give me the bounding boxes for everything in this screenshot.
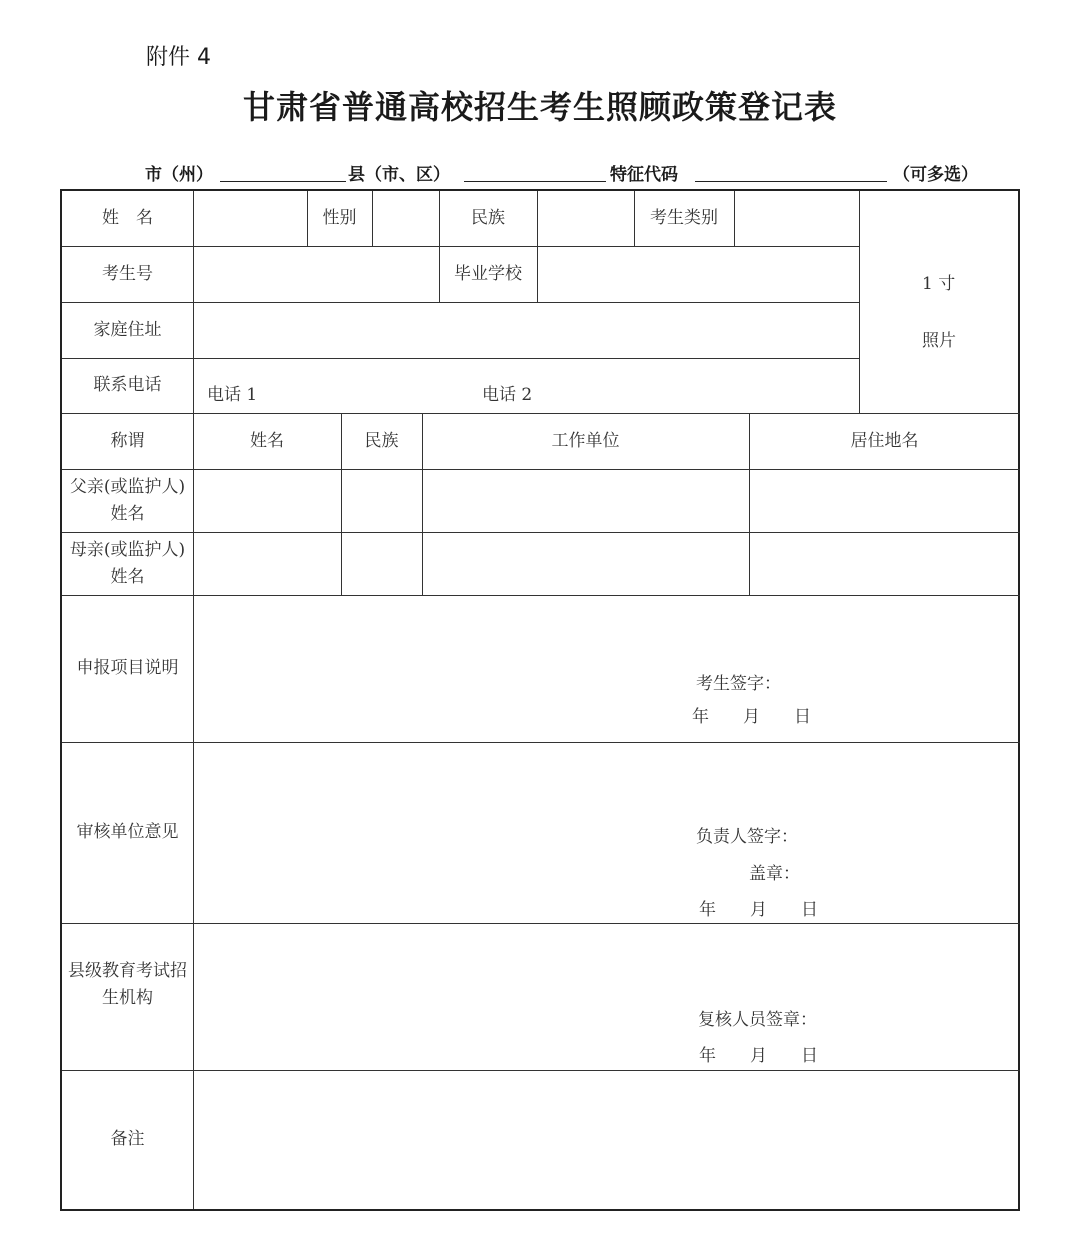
name-label: 姓 名 <box>102 208 153 229</box>
school-label: 毕业学校 <box>454 263 522 284</box>
city-field[interactable] <box>220 181 346 182</box>
address-field[interactable] <box>193 302 859 358</box>
photo-size-label: 1 寸 <box>922 274 956 294</box>
row-line <box>62 923 1020 924</box>
city-label: 市（州） <box>145 165 213 185</box>
father-name-field[interactable] <box>193 469 341 532</box>
student-signature-label: 考生签字： <box>696 674 781 694</box>
photo-label: 照片 <box>922 331 956 351</box>
student-sign-date: 年 月 日 <box>692 707 811 727</box>
father-residence-field[interactable] <box>749 469 1020 532</box>
mother-ethnicity-field[interactable] <box>341 532 422 595</box>
remarks-label: 备注 <box>110 1129 145 1150</box>
school-field[interactable] <box>537 246 859 302</box>
residence-header: 居住地名 <box>850 430 919 451</box>
gender-label: 性别 <box>322 208 357 229</box>
remarks-field[interactable] <box>193 1070 1020 1209</box>
declaration-label: 申报项目说明 <box>76 658 179 679</box>
review-date: 年 月 日 <box>699 900 818 920</box>
registration-form <box>60 189 1020 1211</box>
recheck-signature-label: 复核人员签章： <box>698 1010 817 1030</box>
phone2-label: 电话 2 <box>482 385 533 405</box>
review-opinion-label: 审核单位意见 <box>76 822 179 843</box>
county-label: 县（市、区） <box>348 165 450 185</box>
row-line <box>62 742 1020 743</box>
gender-field[interactable] <box>372 191 439 246</box>
attachment-label: 附件 4 <box>146 45 211 70</box>
recheck-date: 年 月 日 <box>699 1046 818 1066</box>
family-ethnicity-header: 民族 <box>364 430 399 451</box>
mother-residence-field[interactable] <box>749 532 1020 595</box>
code-label: 特征代码 <box>610 165 678 185</box>
mother-work-field[interactable] <box>422 532 749 595</box>
phone-label: 联系电话 <box>93 375 162 396</box>
phone1-label: 电话 1 <box>207 385 258 405</box>
col-line <box>859 191 860 413</box>
work-unit-header: 工作单位 <box>551 430 620 451</box>
ethnicity-field[interactable] <box>537 191 634 246</box>
exam-number-field[interactable] <box>193 246 439 302</box>
mother-name-field[interactable] <box>193 532 341 595</box>
father-work-field[interactable] <box>422 469 749 532</box>
category-field[interactable] <box>734 191 859 246</box>
multi-select-note: （可多选） <box>893 165 978 185</box>
mother-label: 母亲(或监护人)姓名 <box>69 540 186 587</box>
category-label: 考生类别 <box>650 208 718 229</box>
code-field[interactable] <box>695 181 887 182</box>
family-name-header: 姓名 <box>250 430 284 451</box>
form-title: 甘肃省普通高校招生考生照顾政策登记表 <box>242 88 837 126</box>
row-line <box>62 595 1020 596</box>
address-label: 家庭住址 <box>93 319 162 340</box>
father-label: 父亲(或监护人)姓名 <box>69 477 186 524</box>
county-office-label: 县级教育考试招生机构 <box>68 961 187 1008</box>
stamp-label: 盖章： <box>749 864 800 884</box>
name-field[interactable] <box>193 191 307 246</box>
exam-number-label: 考生号 <box>102 263 153 284</box>
ethnicity-label: 民族 <box>471 208 505 229</box>
father-ethnicity-field[interactable] <box>341 469 422 532</box>
leader-signature-label: 负责人签字： <box>696 827 798 847</box>
county-field[interactable] <box>464 181 606 182</box>
relation-header: 称谓 <box>110 430 145 451</box>
